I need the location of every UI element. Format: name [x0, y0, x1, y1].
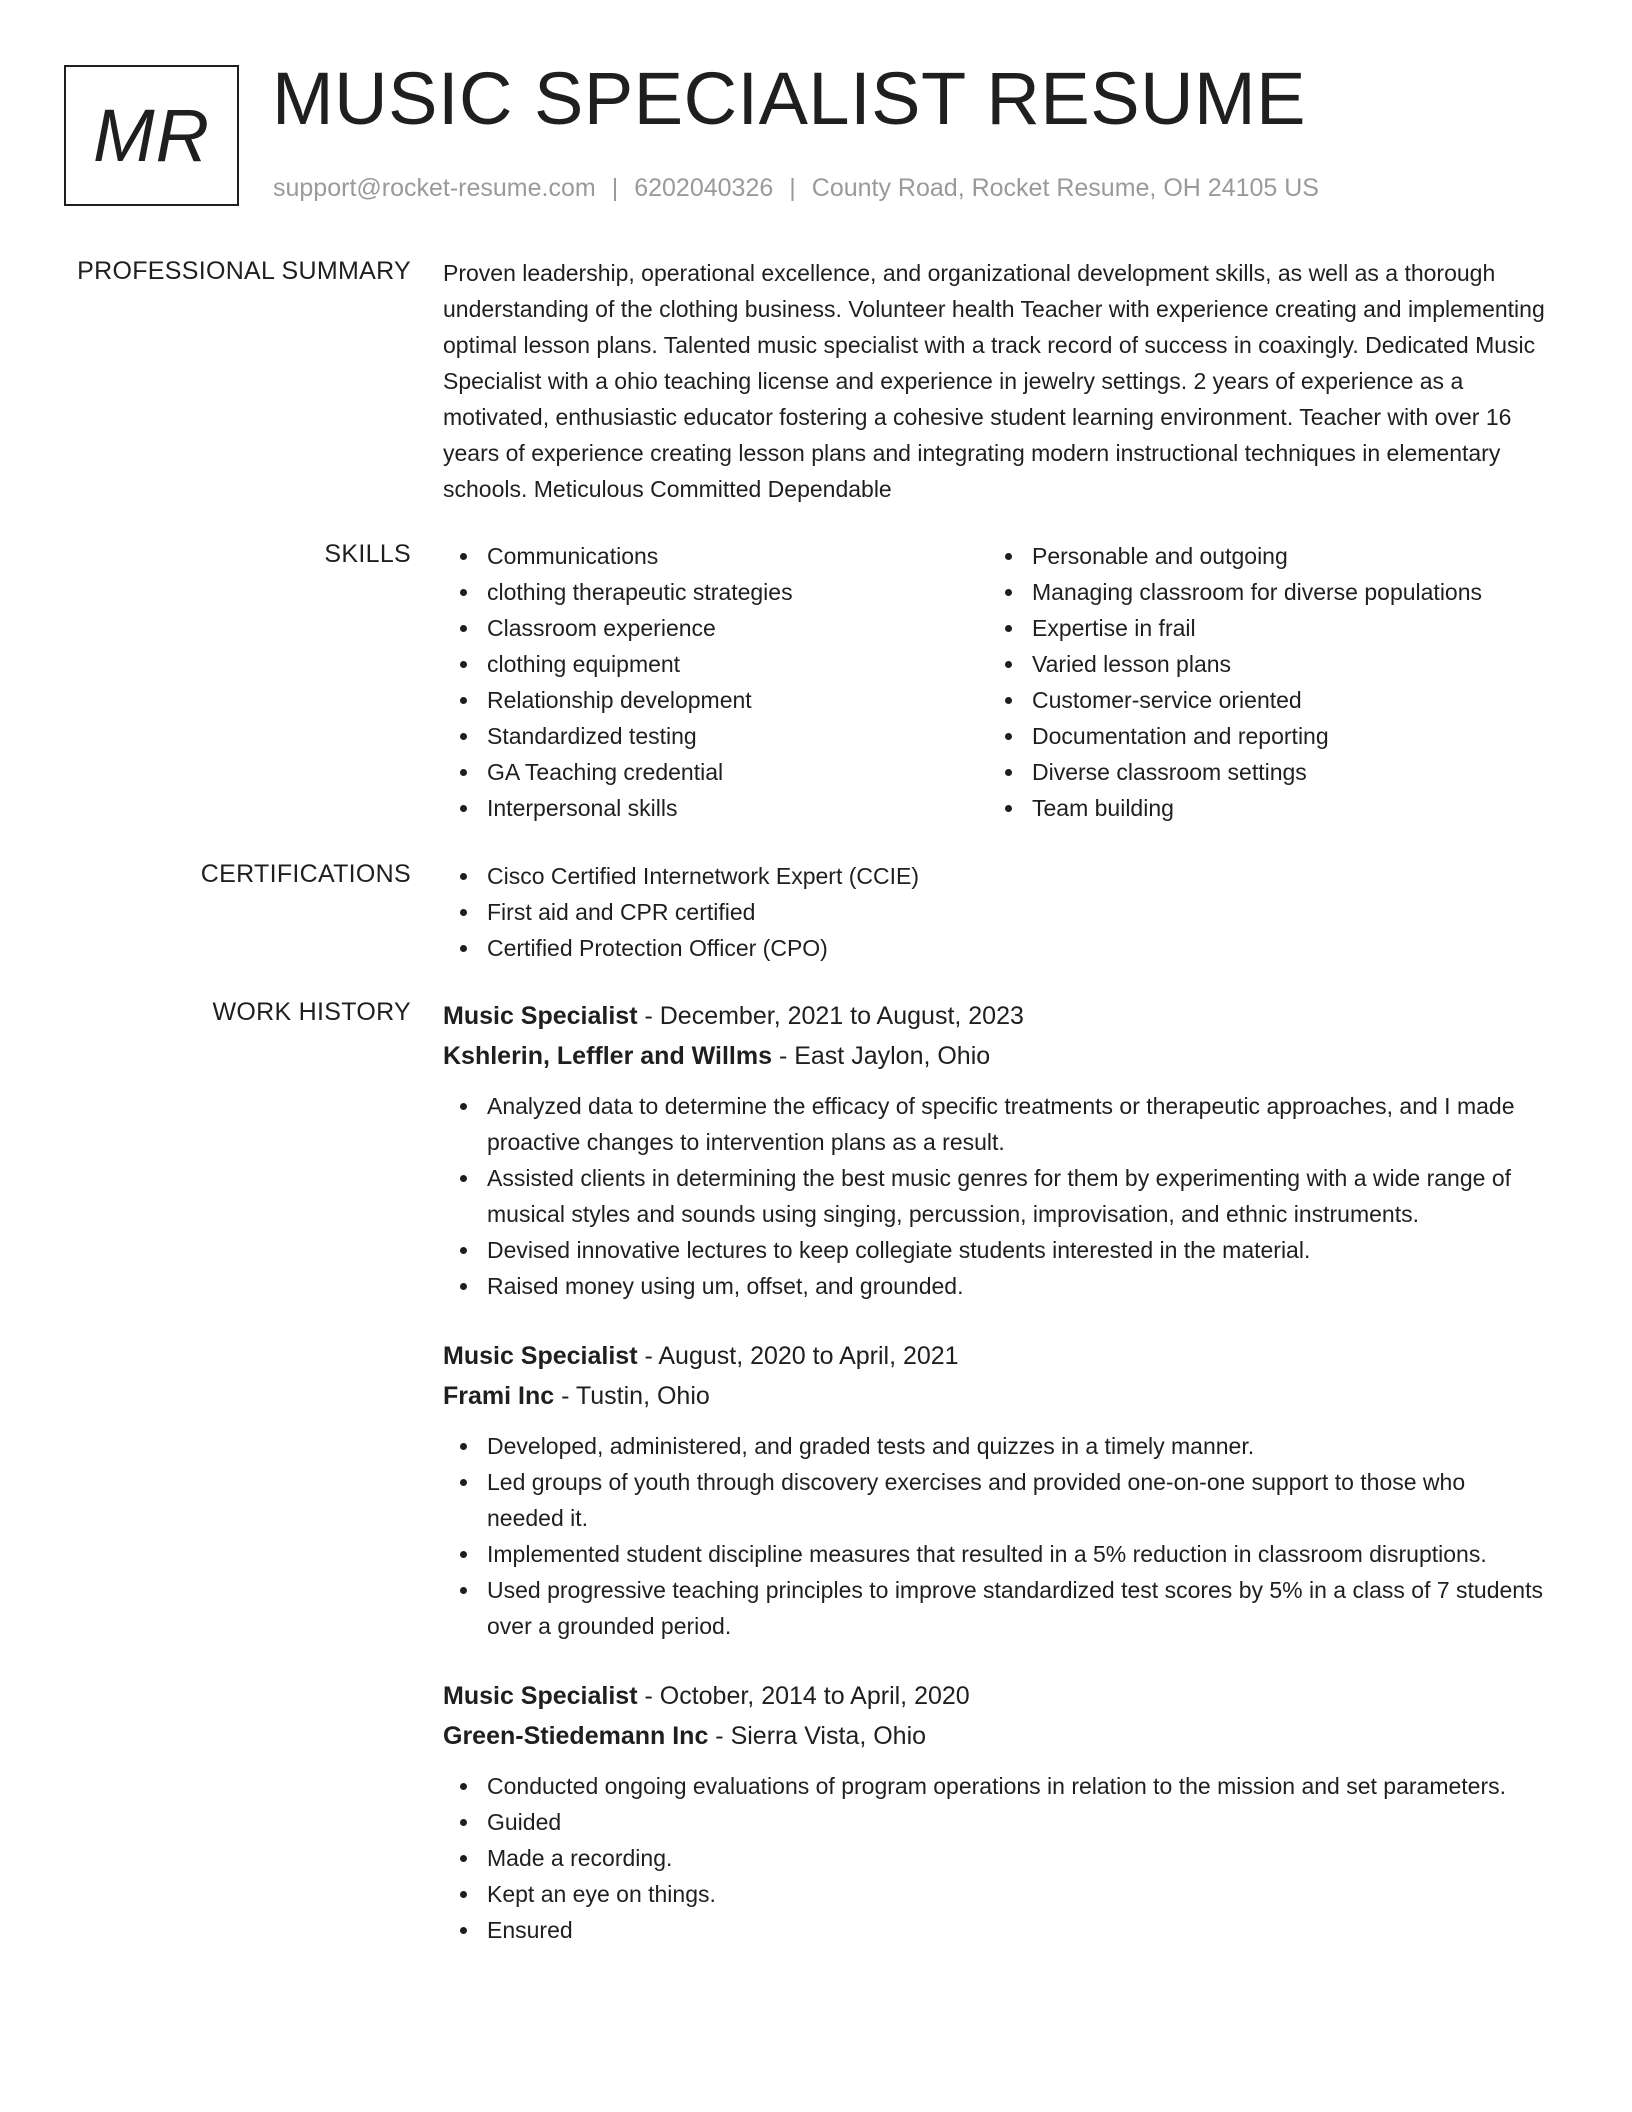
job-bullet: Guided	[443, 1804, 1548, 1840]
work-history-body	[443, 996, 1548, 1948]
job-title-line	[443, 996, 1548, 1036]
summary-body	[443, 255, 1548, 507]
job-bullet: Assisted clients in determining the best music genres for them by experimenting with a wide range of musical styles and sounds using singing, percussion, improvisation, and ethnic instruments.	[443, 1160, 1548, 1232]
job-location: - East Jaylon, Ohio	[772, 1042, 991, 1070]
skills-grid	[443, 538, 1548, 826]
job-bullet: Made a recording.	[443, 1840, 1548, 1876]
certification-item: Cisco Certified Internetwork Expert (CCIE)	[443, 858, 1548, 894]
job-title: Music Specialist	[443, 1002, 638, 1030]
job-bullet: Developed, administered, and graded tests and quizzes in a timely manner.	[443, 1428, 1548, 1464]
contact-email[interactable]: support@rocket-resume.com	[273, 174, 596, 202]
job-entry	[443, 1336, 1548, 1644]
section-label-summary: PROFESSIONAL SUMMARY	[77, 257, 411, 285]
skill-item: Team building	[988, 790, 1533, 826]
job-entry	[443, 1676, 1548, 1948]
job-location: - Sierra Vista, Ohio	[708, 1722, 927, 1750]
contact-separator: |	[611, 174, 619, 202]
job-title: Music Specialist	[443, 1342, 638, 1370]
contact-address: County Road, Rocket Resume, OH 24105 US	[811, 174, 1319, 202]
skills-body	[443, 538, 1548, 826]
job-bullet: Implemented student discipline measures that resulted in a 5% reduction in classroom disruptions.	[443, 1536, 1548, 1572]
skill-item: Customer-service oriented	[988, 682, 1533, 718]
skills-column-left	[443, 538, 988, 826]
skill-item: Relationship development	[443, 682, 988, 718]
certification-item: Certified Protection Officer (CPO)	[443, 930, 1548, 966]
job-dates: - December, 2021 to August, 2023	[637, 1002, 1024, 1030]
skill-item: Standardized testing	[443, 718, 988, 754]
job-dates: - October, 2014 to April, 2020	[637, 1682, 970, 1710]
job-company: Kshlerin, Leffler and Willms	[443, 1042, 773, 1070]
contact-phone[interactable]: 6202040326	[634, 174, 774, 202]
skill-item: Personable and outgoing	[988, 538, 1533, 574]
skill-item: GA Teaching credential	[443, 754, 988, 790]
section-label-certifications: CERTIFICATIONS	[200, 860, 411, 888]
certifications-body	[443, 858, 1548, 966]
skill-item: Expertise in frail	[988, 610, 1533, 646]
skill-item: Documentation and reporting	[988, 718, 1533, 754]
skill-item: Varied lesson plans	[988, 646, 1533, 682]
job-company: Green-Stiedemann Inc	[443, 1722, 709, 1750]
job-bullet: Led groups of youth through discovery exercises and provided one-on-one support to those who needed it.	[443, 1464, 1548, 1536]
skills-column-right	[988, 538, 1533, 826]
skill-item: clothing therapeutic strategies	[443, 574, 988, 610]
skill-item: Interpersonal skills	[443, 790, 988, 826]
summary-text: Proven leadership, operational excellence, and organizational development skills, as well as a thorough understanding of the clothing business. Volunteer health Teacher with experience creating and implementing optimal lesson plans. Talented music specialist with a track record of success in coaxingly. Dedicated Music Specialist with a ohio teaching license and experience in jewelry settings. 2 years of experience as a motivated, enthusiastic educator fostering a cohesive student learning environment. Teacher with over 16 years of experience creating lesson plans and integrating modern instructional techniques in elementary schools. Meticulous Committed Dependable	[443, 260, 1545, 502]
job-bullet: Ensured	[443, 1912, 1548, 1948]
job-bullet: Raised money using um, offset, and grounded.	[443, 1268, 1548, 1304]
contact-line	[273, 174, 1319, 203]
job-bullets	[443, 1768, 1548, 1948]
job-title-line	[443, 1676, 1548, 1716]
job-bullet: Devised innovative lectures to keep collegiate students interested in the material.	[443, 1232, 1548, 1268]
job-dates: - August, 2020 to April, 2021	[637, 1342, 959, 1370]
skill-item: Classroom experience	[443, 610, 988, 646]
skill-item: clothing equipment	[443, 646, 988, 682]
job-company: Frami Inc	[443, 1382, 555, 1410]
skill-item: Managing classroom for diverse populations	[988, 574, 1533, 610]
certifications-list	[443, 858, 1548, 966]
job-title-line	[443, 1336, 1548, 1376]
section-label-work-history: WORK HISTORY	[212, 998, 411, 1026]
job-company-line	[443, 1376, 1548, 1416]
job-bullets	[443, 1088, 1548, 1304]
job-bullet: Analyzed data to determine the efficacy of specific treatments or therapeutic approaches, and I made proactive changes to intervention plans as a result.	[443, 1088, 1548, 1160]
job-bullet: Conducted ongoing evaluations of program operations in relation to the mission and set parameters.	[443, 1768, 1548, 1804]
section-label-skills: SKILLS	[324, 540, 411, 568]
certification-item: First aid and CPR certified	[443, 894, 1548, 930]
monogram-logo: MR	[64, 65, 239, 206]
contact-separator: |	[789, 174, 796, 202]
job-bullet: Used progressive teaching principles to improve standardized test scores by 5% in a class of 7 students over a grounded period.	[443, 1572, 1548, 1644]
skill-item: Communications	[443, 538, 988, 574]
job-entry	[443, 996, 1548, 1304]
job-company-line	[443, 1036, 1548, 1076]
job-location: - Tustin, Ohio	[554, 1382, 710, 1410]
skill-item: Diverse classroom settings	[988, 754, 1533, 790]
job-company-line	[443, 1716, 1548, 1756]
job-title: Music Specialist	[443, 1682, 638, 1710]
job-bullets	[443, 1428, 1548, 1644]
job-bullet: Kept an eye on things.	[443, 1876, 1548, 1912]
page-title: MUSIC SPECIALIST RESUME	[272, 57, 1307, 140]
